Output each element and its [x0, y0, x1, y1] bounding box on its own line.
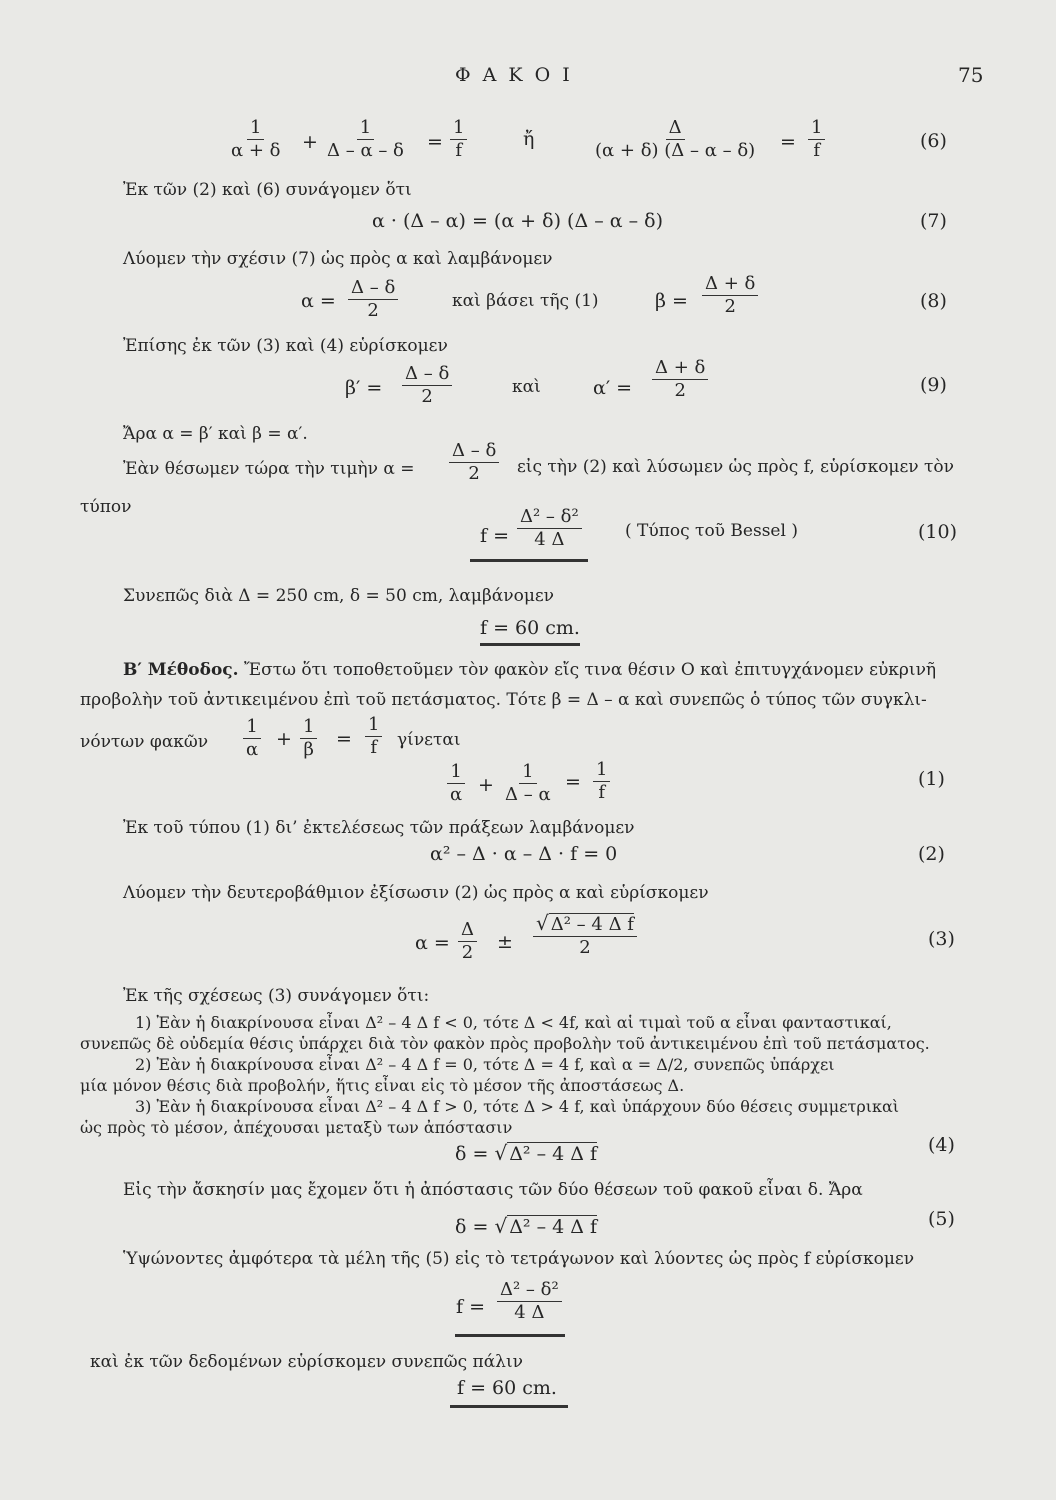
paragraph: Ἐκ τοῦ τύπου (1) δι’ ἐκτελέσεως τῶν πράξεων λαμβάνομεν: [123, 818, 635, 838]
text: τύπον: [80, 497, 132, 517]
fraction: [652, 358, 708, 401]
fraction: [449, 441, 499, 484]
numerator: 1: [593, 760, 610, 782]
equation-2: α² – Δ · α – Δ · f = 0: [430, 843, 618, 865]
fraction: [348, 278, 398, 321]
numerator: Δ² – δ²: [517, 507, 582, 529]
section-b-first-line: [123, 660, 936, 680]
fraction: [450, 118, 467, 161]
connector-text: καὶ: [512, 377, 541, 397]
numerator: Δ² – δ²: [497, 1280, 562, 1302]
equation-number: (10): [918, 521, 958, 543]
numerator: 1: [519, 762, 536, 784]
paragraph: Ἐπίσης ἐκ τῶν (3) καὶ (4) εὑρίσκομεν: [123, 336, 448, 356]
numerator: 1: [300, 717, 317, 739]
denominator: 2: [461, 941, 474, 963]
fraction: [702, 274, 758, 317]
numerator: Δ: [666, 118, 685, 140]
radicand: Δ² – 4 Δ f: [509, 1143, 598, 1165]
equation-7: α · (Δ – α) = (α + δ) (Δ – α – δ): [372, 210, 664, 232]
sqrt-sign: √: [494, 1141, 508, 1165]
equation-number: (8): [920, 290, 947, 312]
numerator: Δ + δ: [702, 274, 758, 296]
text: Ἔστω ὅτι τοποθετοῦμεν τὸν φακὸν εἴς τινα θέσιν Ο καὶ ἐπιτυγχάνομεν εὐκρινῆ: [238, 660, 937, 680]
numerator: 1: [447, 762, 464, 784]
text: νόντων φακῶν: [80, 732, 209, 752]
paragraph: Εἰς τὴν ἄσκησίν μας ἔχομεν ὅτι ἡ ἀπόστασις τῶν δύο θέσεων τοῦ φακοῦ εἶναι δ. Ἄρα: [123, 1180, 863, 1200]
denominator: 2: [724, 295, 736, 317]
fraction: [592, 118, 758, 161]
sqrt-sign: √: [536, 911, 549, 935]
equals-sign: =: [336, 728, 352, 750]
case-3-line-1: 3) Ἐὰν ἡ διακρίνουσα εἶναι Δ² – 4 Δ f > 0, τότε Δ > 4 f, καὶ ὑπάρχουν δύο θέσεις συμμετρικαὶ: [135, 1097, 900, 1116]
lhs: α =: [301, 290, 336, 312]
numerator: 1: [450, 118, 467, 140]
denominator: f: [370, 736, 378, 758]
denominator: Δ – α: [505, 783, 551, 805]
fraction: [517, 507, 582, 550]
fraction: [808, 118, 825, 161]
denominator: 2: [421, 385, 433, 407]
running-header-title: Φ Α Κ Ο Ι: [455, 64, 573, 86]
lhs: δ =: [455, 1216, 489, 1238]
case-1-line-1: 1) Ἐὰν ἡ διακρίνουσα εἶναι Δ² – 4 Δ f < 0, τότε Δ < 4f, καὶ αἱ τιμαὶ τοῦ α εἶναι φανταστικαί,: [135, 1013, 892, 1032]
plus-sign: +: [478, 774, 494, 796]
case-3-line-2: ὡς πρὸς τὸ μέσον, ἀπέχουσαι μεταξὺ των ἀπόστασιν: [80, 1118, 513, 1137]
equation-number: (7): [920, 210, 947, 232]
plus-sign: +: [302, 131, 318, 153]
fraction: [402, 364, 452, 407]
radicand: Δ² – 4 Δ f: [550, 914, 634, 935]
equation-number: (5): [928, 1208, 955, 1230]
equation-number: (1): [918, 768, 945, 790]
page-number: 75: [958, 63, 984, 87]
case-2-line-1: 2) Ἐὰν ἡ διακρίνουσα εἶναι Δ² – 4 Δ f = 0, τότε Δ = 4 f, καὶ α = Δ/2, συνεπῶς ὑπάρχει: [135, 1055, 835, 1074]
fraction: [497, 1280, 562, 1323]
denominator: Δ – α – δ: [327, 139, 404, 161]
denominator: 2: [579, 936, 591, 958]
connector-text: καὶ βάσει τῆς (1): [452, 291, 599, 311]
numerator: Δ: [458, 920, 477, 942]
numerator: 1: [243, 717, 260, 739]
lhs: δ =: [455, 1143, 489, 1165]
lhs: f =: [456, 1296, 485, 1318]
underline-rule: [450, 1405, 568, 1408]
fraction: [447, 762, 465, 805]
equation-number: (9): [920, 374, 947, 396]
numerator: Δ – δ: [402, 364, 452, 386]
numerator: 1: [365, 715, 382, 737]
fraction: [593, 760, 610, 803]
paragraph: καὶ ἐκ τῶν δεδομένων εὑρίσκομεν συνεπῶς πάλιν: [90, 1352, 523, 1372]
plus-minus-sign: ±: [497, 931, 513, 953]
lhs: α =: [415, 932, 450, 954]
sqrt-sign: √: [494, 1214, 508, 1238]
text: γίνεται: [397, 730, 461, 750]
equals-sign: =: [565, 771, 581, 793]
text: Ἐὰν θέσωμεν τώρα τὴν τιμὴν α =: [123, 459, 415, 479]
section-heading: Β′ Μέθοδος.: [123, 660, 239, 680]
fraction: [228, 118, 284, 161]
plus-sign: +: [276, 728, 292, 750]
lhs: β =: [655, 290, 688, 312]
equation-body: [455, 1214, 597, 1238]
radicand: Δ² – 4 Δ f: [509, 1216, 598, 1238]
paragraph: Συνεπῶς διὰ Δ = 250 cm, δ = 50 cm, λαμβάνομεν: [123, 586, 555, 606]
fraction: [324, 118, 407, 161]
equation-number: (3): [928, 928, 955, 950]
underline-rule: [480, 643, 580, 646]
paragraph: Λύομεν τὴν δευτεροβάθμιον ἐξίσωσιν (2) ὡς πρὸς α καὶ εὑρίσκομεν: [123, 883, 709, 903]
denominator: β: [303, 738, 314, 760]
numerator: Δ – δ: [449, 441, 499, 463]
lhs: f =: [480, 525, 509, 547]
numerator: 1: [808, 118, 825, 140]
denominator: f: [455, 139, 463, 161]
denominator: (α + δ) (Δ – α – δ): [595, 139, 756, 161]
paragraph: Ἄρα α = β′ καὶ β = α′.: [123, 424, 308, 444]
denominator: 2: [674, 379, 686, 401]
numerator: Δ – δ: [348, 278, 398, 300]
denominator: f: [598, 781, 606, 803]
denominator: f: [813, 139, 821, 161]
lhs: α′ =: [593, 377, 633, 399]
equation-number: (6): [920, 130, 947, 152]
denominator: 4 Δ: [514, 1301, 545, 1323]
result: f = 60 cm.: [457, 1377, 557, 1399]
numerator: Δ + δ: [652, 358, 708, 380]
denominator: α + δ: [231, 139, 281, 161]
denominator: 4 Δ: [534, 528, 565, 550]
numerator: 1: [247, 118, 264, 140]
text: εἰς τὴν (2) καὶ λύσωμεν ὡς πρὸς f, εὑρίσκομεν τὸν: [517, 457, 954, 477]
result: f = 60 cm.: [480, 617, 580, 639]
lhs: β′ =: [345, 377, 383, 399]
fraction: [365, 715, 382, 758]
denominator: 2: [367, 299, 379, 321]
paragraph: Λύομεν τὴν σχέσιν (7) ὡς πρὸς α καὶ λαμβάνομεν: [123, 249, 553, 269]
fraction: [533, 912, 637, 958]
paragraph: προβολὴν τοῦ ἀντικειμένου ἐπὶ τοῦ πετάσματος. Τότε β = Δ – α καὶ συνεπῶς ὁ τύπος τῶν συγκλι-: [80, 690, 927, 710]
equals-sign: =: [780, 131, 796, 153]
bessel-label: ( Τύπος τοῦ Bessel ): [625, 521, 798, 541]
equation-body: [455, 1141, 597, 1165]
case-1-line-2: συνεπῶς δὲ οὐδεμία θέσις ὑπάρχει διὰ τὸν φακὸν πρὸς προβολὴν τοῦ ἀντικειμένου ἐπὶ τοῦ πετάσματος.: [80, 1034, 930, 1053]
denominator: α: [246, 738, 259, 760]
fraction: [243, 717, 261, 760]
underline-rule: [470, 559, 588, 562]
fraction: [502, 762, 554, 805]
or-word: ἤ: [523, 128, 535, 150]
paragraph: Ὑψώνοντες ἀμφότερα τὰ μέλη τῆς (5) εἰς τὸ τετράγωνον καὶ λύοντες ὡς πρὸς f εὑρίσκομεν: [123, 1249, 915, 1269]
paragraph: Ἐκ τῆς σχέσεως (3) συνάγομεν ὅτι:: [123, 986, 430, 1006]
equation-number: (2): [918, 843, 945, 865]
fraction: [300, 717, 317, 760]
numerator: 1: [357, 118, 374, 140]
underline-rule: [455, 1334, 565, 1337]
denominator: 2: [468, 462, 480, 484]
paragraph: Ἐκ τῶν (2) καὶ (6) συνάγομεν ὅτι: [123, 180, 412, 200]
numerator: [533, 912, 637, 937]
denominator: α: [450, 783, 463, 805]
equation-number: (4): [928, 1134, 955, 1156]
case-2-line-2: μία μόνον θέσις διὰ προβολήν, ἥτις εἶναι εἰς τὸ μέσον τῆς ἀποστάσεως Δ.: [80, 1076, 685, 1095]
equals-sign: =: [427, 131, 443, 153]
fraction: [458, 920, 477, 963]
